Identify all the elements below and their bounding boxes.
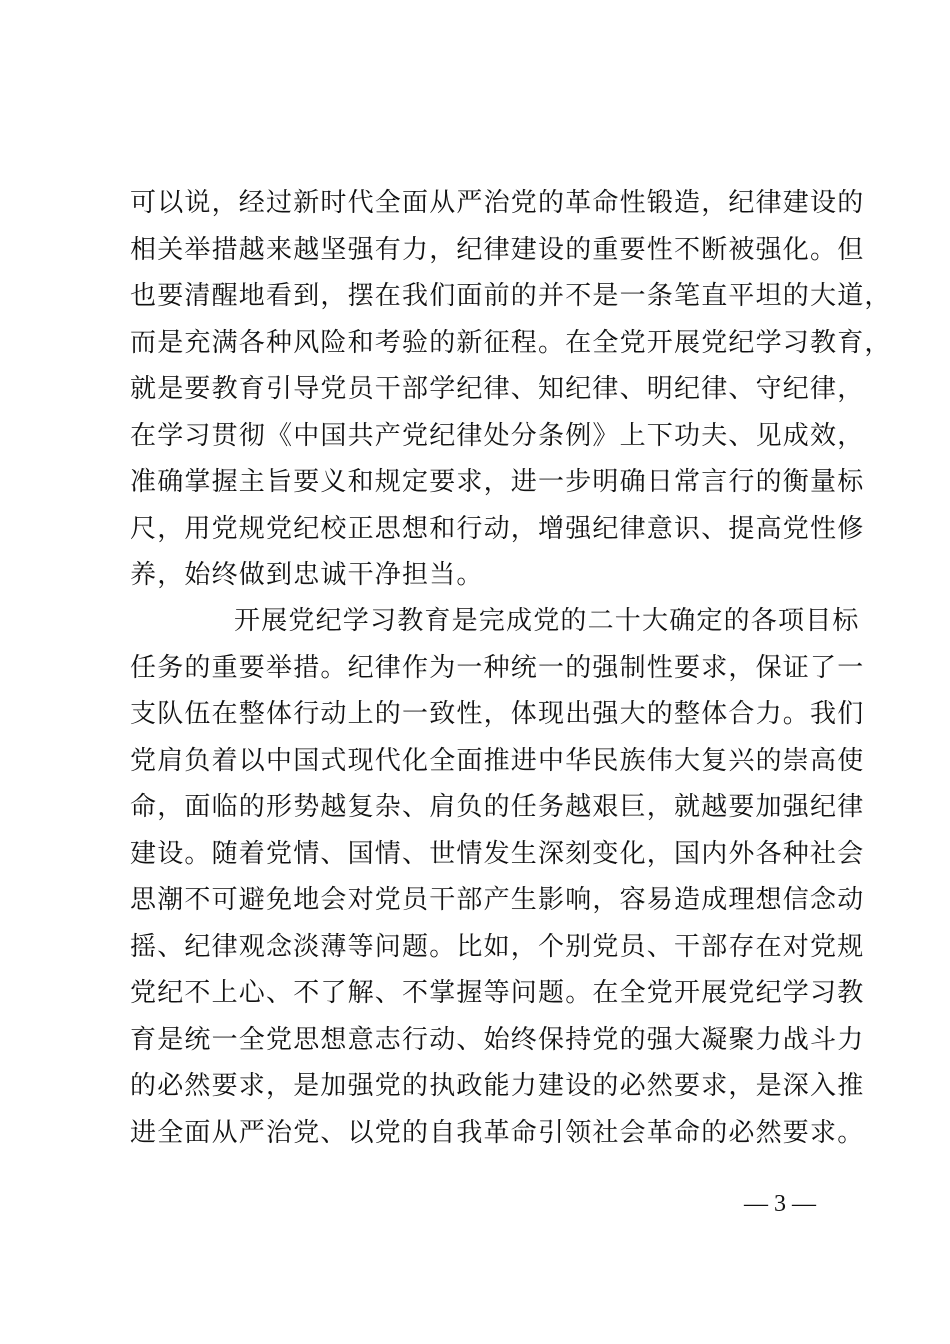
paragraph-line: 思潮不可避免地会对党员干部产生影响，容易造成理想信念动 xyxy=(130,885,865,915)
paragraph-line: 养，始终做到忠诚干净担当。 xyxy=(130,560,484,590)
paragraph-1 xyxy=(130,180,892,599)
page-number: — 3 — xyxy=(744,1191,816,1217)
paragraph-first-line: 开展党纪学习教育是完成党的二十大确定的各项目标 xyxy=(234,606,860,636)
paragraph-line: 准确掌握主旨要义和规定要求，进一步明确日常言行的衡量标 xyxy=(130,467,865,497)
paragraph-line: 命，面临的形势越复杂、肩负的任务越艰巨，就越要加强纪律 xyxy=(130,792,865,822)
paragraph-line: 支队伍在整体行动上的一致性，体现出强大的整体合力。我们 xyxy=(130,699,865,729)
paragraph-line: 在学习贯彻《中国共产党纪律处分条例》上下功夫、见成效， xyxy=(130,420,865,451)
paragraph-line: 就是要教育引导党员干部学纪律、知纪律、明纪律、守纪律， xyxy=(130,374,865,404)
paragraph-line: 而是充满各种风险和考验的新征程。在全党开展党纪学习教育， xyxy=(130,327,892,358)
paragraph-line: 党纪不上心、不了解、不掌握等问题。在全党开展党纪学习教 xyxy=(130,978,865,1008)
paragraph-line: 也要清醒地看到，摆在我们面前的并不是一条笔直平坦的大道， xyxy=(130,281,892,311)
paragraph-line: 任务的重要举措。纪律作为一种统一的强制性要求，保证了一 xyxy=(130,652,865,683)
paragraph-line: 党肩负着以中国式现代化全面推进中华民族伟大复兴的崇高使 xyxy=(130,745,865,776)
paragraph-line: 可以说，经过新时代全面从严治党的革命性锻造，纪律建设的 xyxy=(130,188,865,218)
paragraph-line: 尺，用党规党纪校正思想和行动，增强纪律意识、提高党性修 xyxy=(130,513,865,544)
paragraph-line: 相关举措越来越坚强有力，纪律建设的重要性不断被强化。但 xyxy=(130,234,865,265)
paragraph-line: 进全面从严治党、以党的自我革命引领社会革命的必然要求。 xyxy=(130,1117,865,1148)
paragraph-2 xyxy=(130,598,865,1156)
paragraph-line: 摇、纪律观念淡薄等问题。比如，个别党员、干部存在对党规 xyxy=(130,931,865,962)
paragraph-line: 的必然要求，是加强党的执政能力建设的必然要求，是深入推 xyxy=(130,1071,865,1101)
paragraph-line: 育是统一全党思想意志行动、始终保持党的强大凝聚力战斗力 xyxy=(130,1024,865,1055)
paragraph-line: 建设。随着党情、国情、世情发生深刻变化，国内外各种社会 xyxy=(130,838,865,869)
